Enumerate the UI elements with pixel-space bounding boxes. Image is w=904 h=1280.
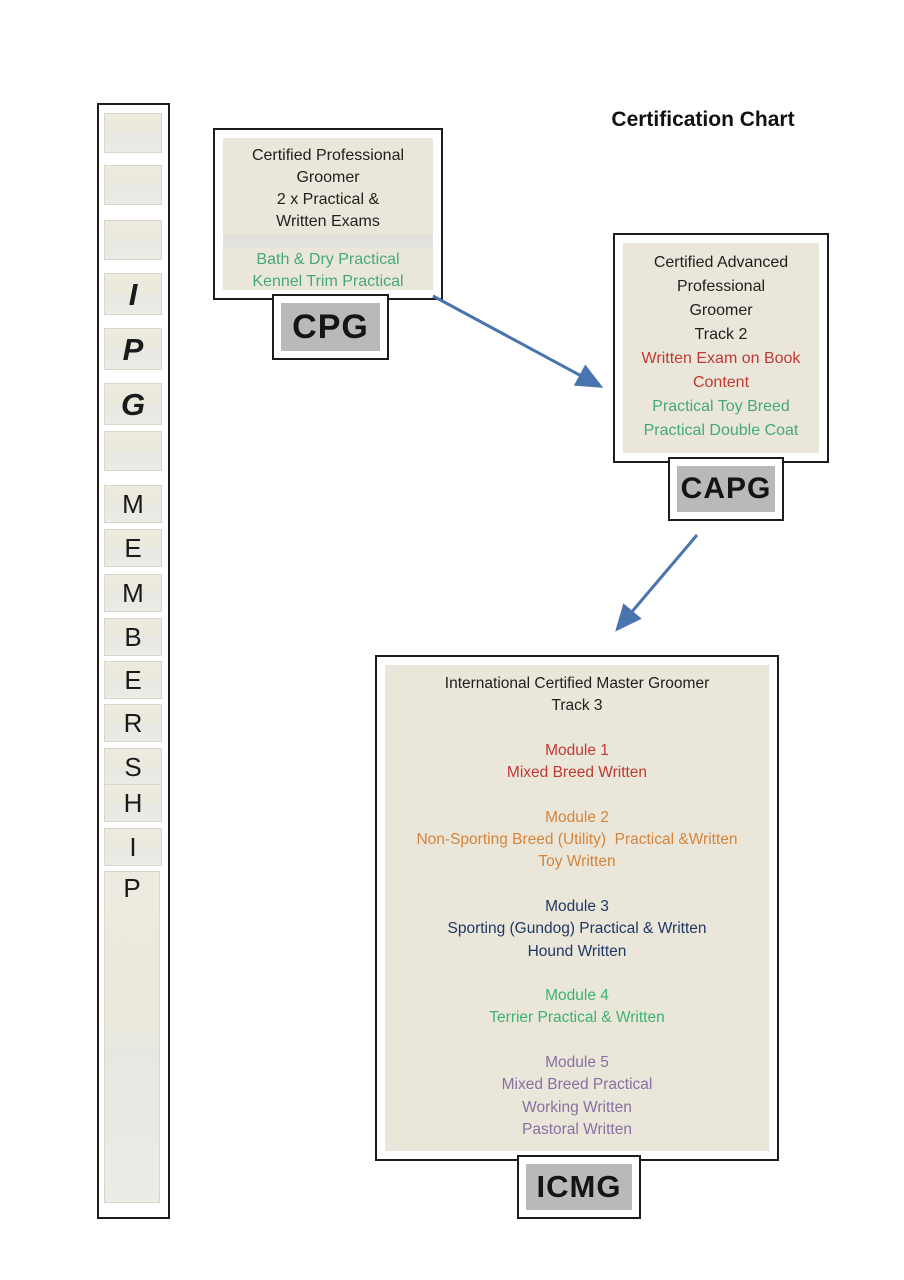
text-line: Content	[692, 374, 750, 391]
sidebar-letter: E	[124, 665, 142, 695]
sidebar-empty-cell	[104, 220, 162, 260]
capg-black-lines	[623, 251, 819, 347]
sidebar-letter: M	[122, 578, 144, 608]
sidebar-letter-cell	[104, 485, 162, 523]
sidebar-letter: I	[129, 832, 137, 862]
text-line: Written Exams	[276, 213, 380, 230]
sidebar-letter-cell	[104, 704, 162, 742]
module-item: Hound Written	[527, 942, 627, 960]
module-heading: Module 4	[545, 987, 609, 1005]
page-title: Certification Chart	[611, 108, 795, 131]
text-line: Practical Double Coat	[643, 422, 799, 439]
sidebar-letter: E	[124, 533, 142, 563]
module-block	[385, 807, 769, 874]
icmg-box-content	[385, 665, 769, 1151]
sidebar-letter: G	[120, 386, 146, 422]
sidebar-letter: S	[124, 752, 142, 782]
text-line: Certified Advanced	[653, 254, 789, 271]
capg-box-content	[623, 243, 819, 453]
module-block	[385, 985, 769, 1030]
module-item: Terrier Practical & Written	[489, 1009, 665, 1027]
text-line: International Certified Master Groomer	[444, 675, 710, 692]
capg-box	[613, 233, 829, 463]
module-block	[385, 740, 769, 785]
text-line: Written Exam on Book	[641, 350, 801, 367]
icmg-modules	[385, 740, 769, 1142]
sidebar-letter-cell	[104, 748, 162, 786]
text-line: Practical Toy Breed	[652, 398, 790, 415]
arrow-capg-to-icmg	[619, 535, 697, 627]
text-line: 2 x Practical &	[276, 191, 380, 208]
sidebar-letter-cell	[104, 574, 162, 612]
text-line: Track 3	[551, 697, 603, 715]
sidebar-empty-cell	[104, 165, 162, 205]
cpg-label-tab	[272, 294, 389, 360]
sidebar-letter: P	[123, 873, 141, 903]
icmg-box	[375, 655, 779, 1161]
sidebar-letter: B	[124, 622, 142, 652]
sidebar-letter-cell	[104, 871, 160, 1203]
module-item: Toy Written	[538, 853, 616, 871]
cpg-box	[213, 128, 443, 300]
sidebar-letter-cell	[104, 828, 162, 866]
sidebar-empty-cell	[104, 431, 162, 471]
sidebar-letter: I	[128, 276, 138, 312]
text-line: Track 2	[694, 326, 748, 343]
module-item: Non-Sporting Breed (Utility) Practical &Written	[416, 831, 738, 849]
module-item: Working Written	[522, 1098, 632, 1116]
sidebar-letter: R	[123, 708, 143, 738]
module-item: Mixed Breed Written	[506, 764, 648, 782]
icmg-label-tab	[517, 1155, 641, 1219]
membership-sidebar	[97, 103, 170, 1219]
sidebar-letter-cell	[104, 784, 162, 822]
module-heading: Module 2	[545, 808, 609, 826]
text-line: Groomer	[689, 302, 753, 319]
icmg-label: ICMG	[526, 1164, 632, 1210]
cpg-black-lines	[223, 145, 433, 233]
sidebar-letter: H	[123, 788, 143, 818]
arrow-cpg-to-capg	[433, 296, 598, 385]
module-item: Sporting (Gundog) Practical & Written	[447, 920, 707, 938]
cpg-divider	[223, 234, 433, 248]
sidebar-letter-cell	[104, 383, 162, 425]
text-line: Groomer	[296, 169, 360, 186]
capg-label: CAPG	[677, 466, 775, 512]
icmg-title-lines	[385, 673, 769, 718]
sidebar-empty-cell	[104, 113, 162, 153]
cpg-green-lines	[223, 249, 433, 293]
text-line: Certified Professional	[251, 147, 405, 164]
text-line: Professional	[676, 278, 766, 295]
sidebar-letter: P	[122, 331, 144, 367]
sidebar-letter-cell	[104, 273, 162, 315]
text-line: Bath & Dry Practical	[256, 251, 400, 268]
module-item: Mixed Breed Practical	[501, 1076, 653, 1094]
sidebar-letter-cell	[104, 328, 162, 370]
text-line: Kennel Trim Practical	[252, 273, 404, 290]
module-heading: Module 1	[545, 741, 609, 759]
sidebar-letter-cell	[104, 618, 162, 656]
cpg-label: CPG	[281, 303, 380, 351]
capg-red-lines	[623, 347, 819, 395]
sidebar-letter-cell	[104, 661, 162, 699]
cpg-box-content	[223, 138, 433, 290]
sidebar-letter: M	[122, 489, 144, 519]
module-heading: Module 5	[545, 1053, 609, 1071]
capg-green-lines	[623, 395, 819, 443]
module-block	[385, 1052, 769, 1142]
module-block	[385, 896, 769, 963]
sidebar-letter-cell	[104, 529, 162, 567]
module-heading: Module 3	[545, 897, 609, 915]
capg-label-tab	[668, 457, 784, 521]
module-item: Pastoral Written	[522, 1121, 632, 1139]
